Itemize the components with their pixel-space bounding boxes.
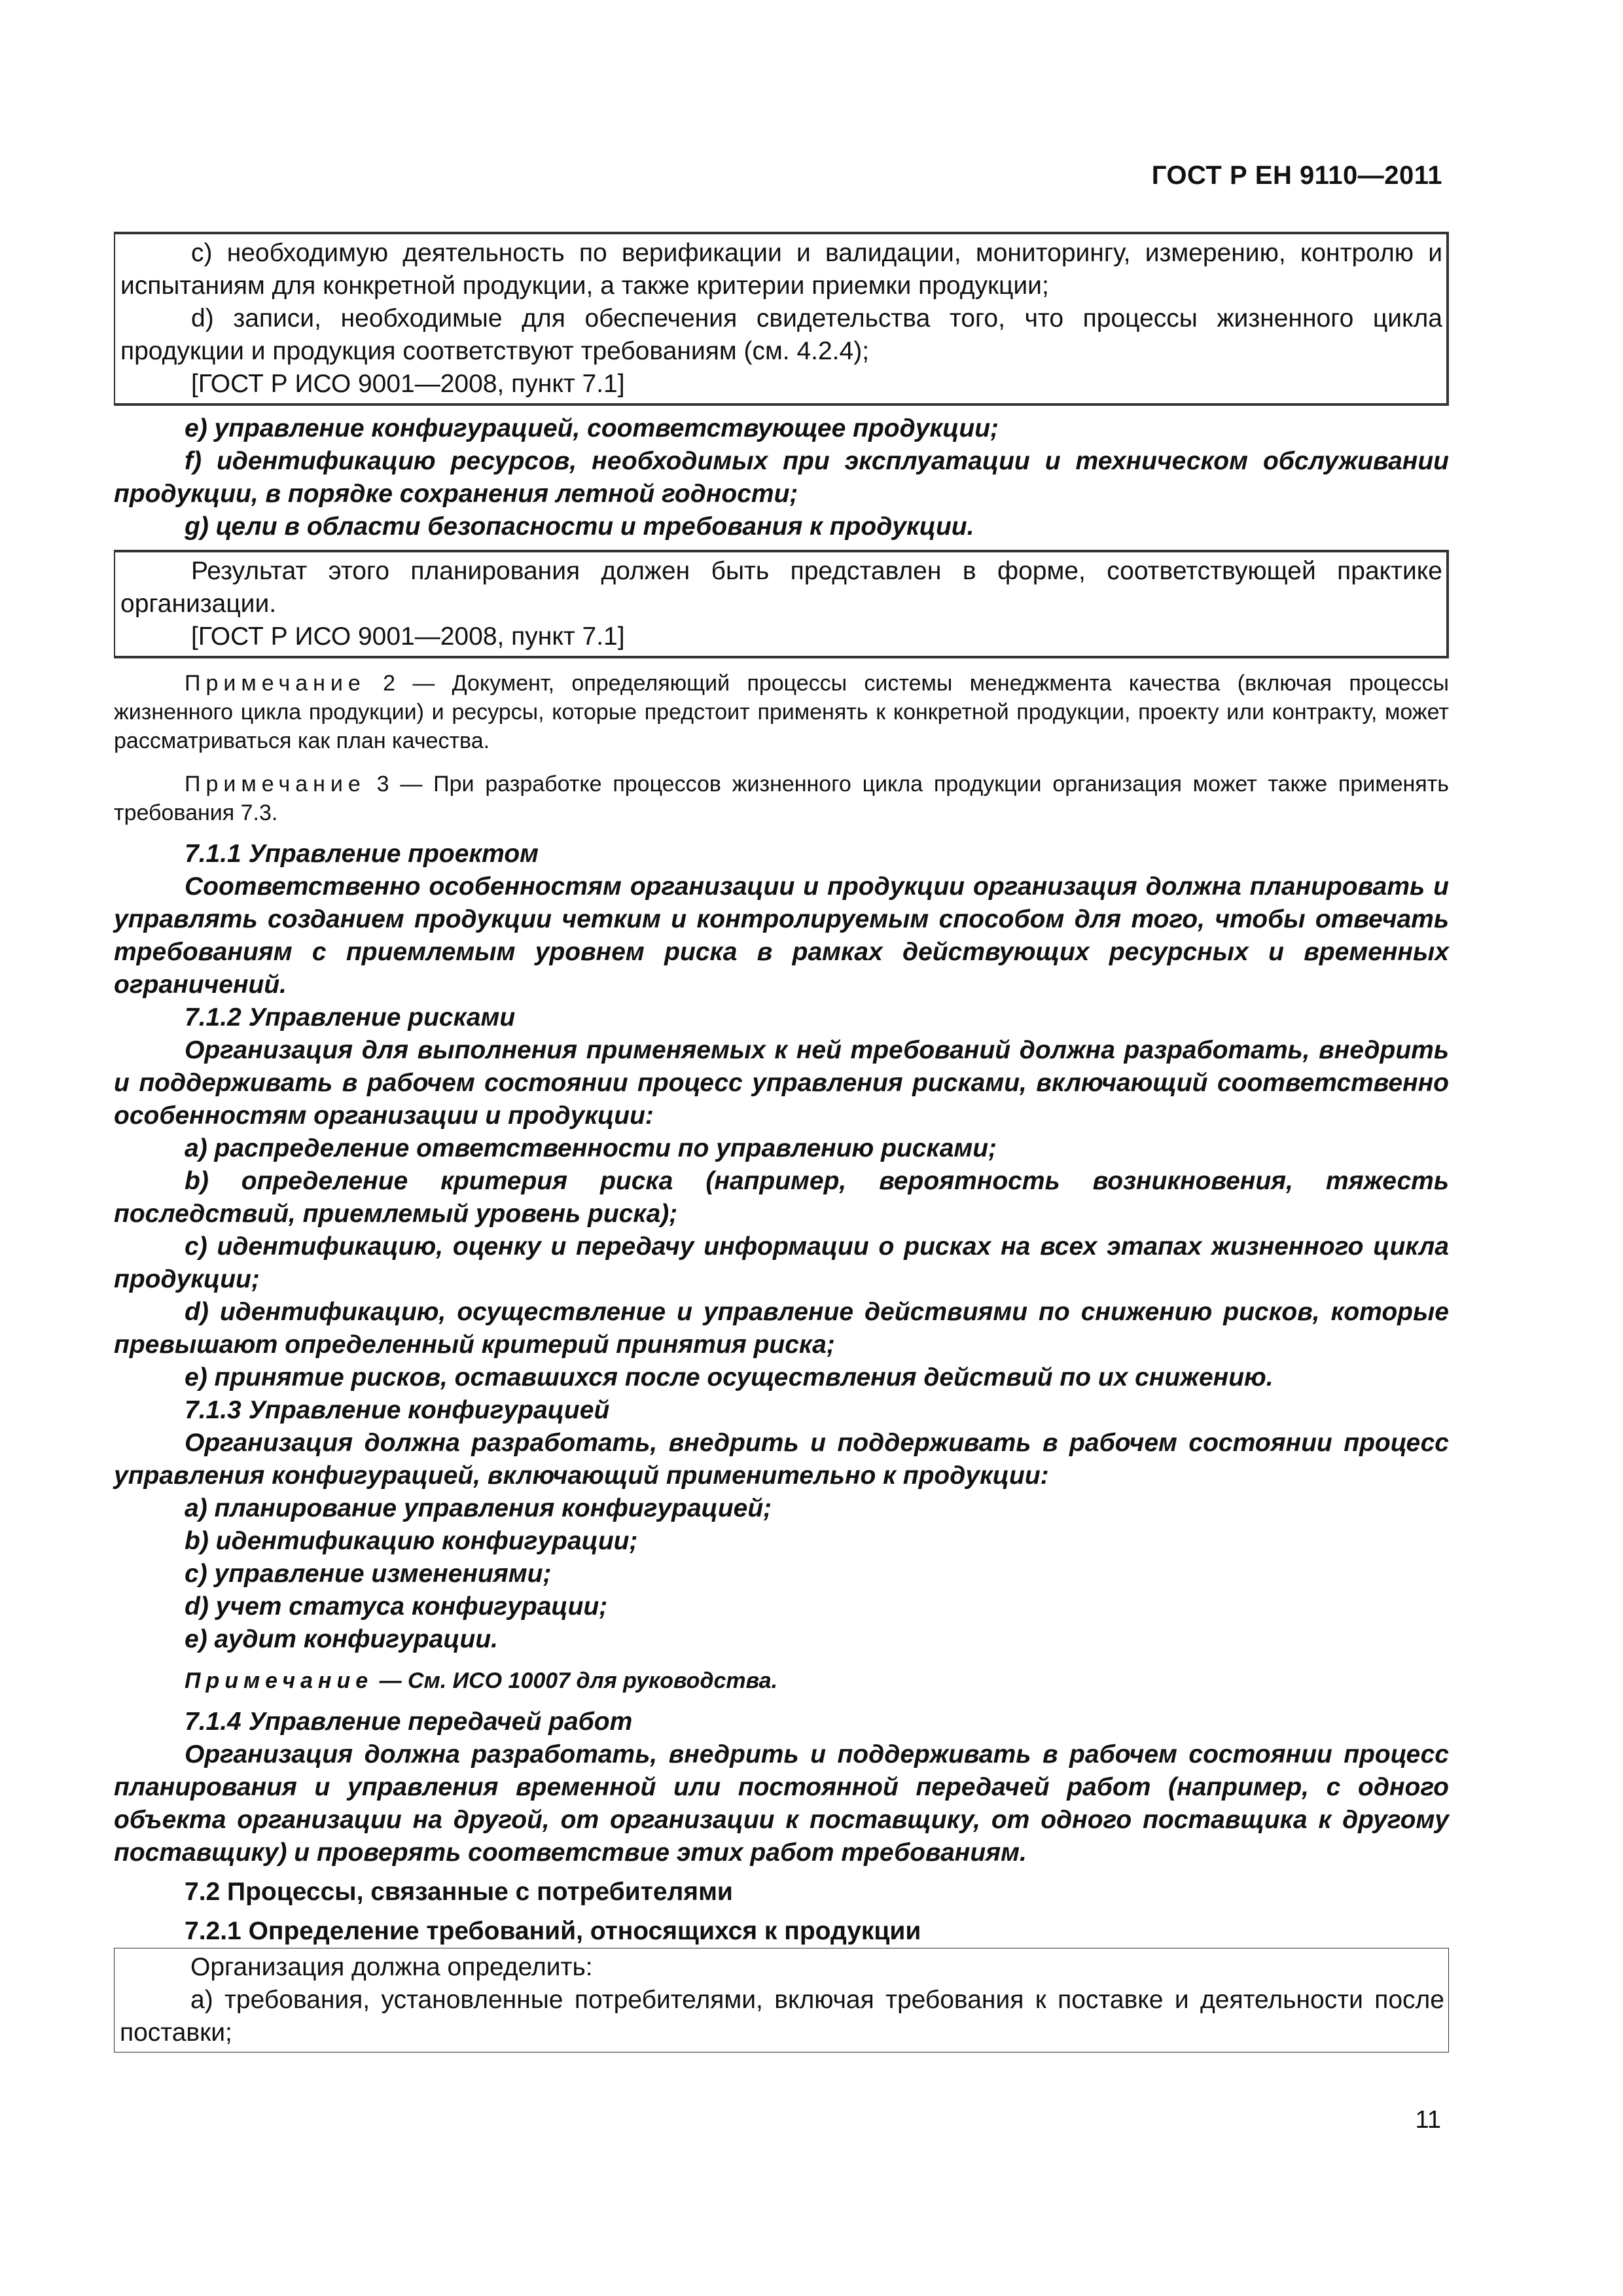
section-7-1-3-item-a: a) планирование управления конфигурацией; xyxy=(185,1494,772,1522)
section-7-1-3 xyxy=(114,1394,1449,1695)
section-7-1-3-text: Организация должна разработать, внедрить и поддерживать в рабочем состоянии процесс управления конфигурацией, включающий применительно к продукции: xyxy=(114,1429,1449,1490)
section-7-1-2-item-a: a) распределение ответственности по управлению рисками; xyxy=(185,1134,997,1162)
section-7-2-title: 7.2 Процессы, связанные с потребителями xyxy=(185,1878,733,1906)
quoted-box-planning-result xyxy=(114,550,1449,658)
box3-intro: Организация должна определить: xyxy=(190,1953,593,1981)
section-7-1-3-note-text: — См. ИСО 10007 для руководства. xyxy=(379,1668,778,1693)
section-7-1-2-item-b: b) определение критерия риска (например, вероятность возникновения, тяжесть последствий, приемлемый уровень риска); xyxy=(114,1167,1449,1228)
item-f: f) идентификацию ресурсов, необходимых при эксплуатации и техническом обслуживании продукции, в порядке сохранения летной годности; xyxy=(114,447,1449,508)
section-7-1-4-title: 7.1.4 Управление передачей работ xyxy=(185,1708,633,1736)
section-7-1-2-item-e: e) принятие рисков, оставшихся после осуществления действий по их снижению. xyxy=(185,1363,1274,1391)
standard-header: ГОСТ Р ЕН 9110—2011 xyxy=(1151,161,1442,190)
section-7-1-3-note xyxy=(114,1666,1449,1695)
box1-item-c: c) необходимую деятельность по верификации и валидации, мониторингу, измерению, контролю и испытаниям для конкретной продукции, а также критерии приемки продукции; xyxy=(120,239,1442,300)
section-7-2-1-title: 7.2.1 Определение требований, относящихся к продукции xyxy=(185,1917,921,1945)
section-7-1-3-item-d: d) учет статуса конфигурации; xyxy=(185,1592,608,1621)
section-7-1-1 xyxy=(114,838,1449,1001)
section-7-1-2 xyxy=(114,1001,1449,1394)
box1-item-d: d) записи, необходимые для обеспечения свидетельства того, что процессы жизненного цикла продукции и продукция соответствуют требованиям (см. 4.2.4); xyxy=(120,304,1442,365)
note-3 xyxy=(114,770,1449,827)
section-7-1-2-text: Организация для выполнения применяемых к ней требований должна разработать, внедрить и поддерживать в рабочем состоянии процесс управления рисками, включающий соответственно особенностям организации и продукции: xyxy=(114,1036,1449,1130)
item-e: e) управление конфигурацией, соответствующее продукции; xyxy=(185,414,999,442)
section-7-1-3-item-b: b) идентификацию конфигурации; xyxy=(185,1527,638,1555)
section-7-1-2-title: 7.1.2 Управление рисками xyxy=(185,1003,516,1031)
box1-reference: [ГОСТ Р ИСО 9001—2008, пункт 7.1] xyxy=(191,370,625,398)
quoted-box-requirements xyxy=(114,1948,1449,2053)
page-content xyxy=(114,232,1449,2053)
note-2 xyxy=(114,669,1449,755)
note-2-label: Примечание xyxy=(185,671,366,696)
section-7-1-3-item-e: e) аудит конфигурации. xyxy=(185,1625,498,1653)
section-7-1-2-item-d: d) идентификацию, осуществление и управление действиями по снижению рисков, которые превышают определенный критерий принятия риска; xyxy=(114,1298,1449,1359)
section-7-1-3-title: 7.1.3 Управление конфигурацией xyxy=(185,1396,610,1424)
note-3-text: 3 — При разработке процессов жизненного цикла продукции организация может также применять требования 7.3. xyxy=(114,772,1450,825)
section-7-1-1-text: Соответственно особенностям организации и продукции организация должна планировать и управлять созданием продукции четким и контролируемым способом для того, чтобы отвечать требованиям с приемлемым уровнем риска в рамках действующих ресурсных и временных ограничений. xyxy=(114,872,1449,999)
item-g: g) цели в области безопасности и требования к продукции. xyxy=(185,512,974,541)
page-number: 11 xyxy=(1415,2106,1441,2134)
quoted-box-iso9001-items xyxy=(114,232,1449,406)
box2-reference: [ГОСТ Р ИСО 9001—2008, пункт 7.1] xyxy=(191,622,625,651)
note-2-text: 2 — Документ, определяющий процессы системы менеджмента качества (включая процессы жизненного цикла продукции) и ресурсы, которые предстоит применять к конкретной продукции, проекту или контракту, может рассматриваться как план качества. xyxy=(114,671,1449,753)
box3-item-a: a) требования, установленные потребителями, включая требования к поставке и деятельности после поставки; xyxy=(120,1986,1444,2047)
section-7-1-4 xyxy=(114,1706,1449,1869)
box2-text: Результат этого планирования должен быть представлен в форме, соответствующей практике организации. xyxy=(120,557,1442,618)
section-7-1-3-note-label: Примечание xyxy=(185,1668,374,1693)
section-7-1-2-item-c: c) идентификацию, оценку и передачу информации о рисках на всех этапах жизненного цикла продукции; xyxy=(114,1232,1449,1293)
supplement-items xyxy=(114,412,1449,543)
section-7-1-3-item-c: c) управление изменениями; xyxy=(185,1560,552,1588)
section-7-1-1-title: 7.1.1 Управление проектом xyxy=(185,840,539,868)
note-3-label: Примечание xyxy=(185,772,366,797)
section-7-1-4-text: Организация должна разработать, внедрить и поддерживать в рабочем состоянии процесс планирования и управления временной или постоянной передачей работ (например, с одного объекта организации на другой, от организации к поставщику, от одного поставщика к другому поставщику) и проверять соответствие этих работ требованиям. xyxy=(114,1740,1449,1867)
